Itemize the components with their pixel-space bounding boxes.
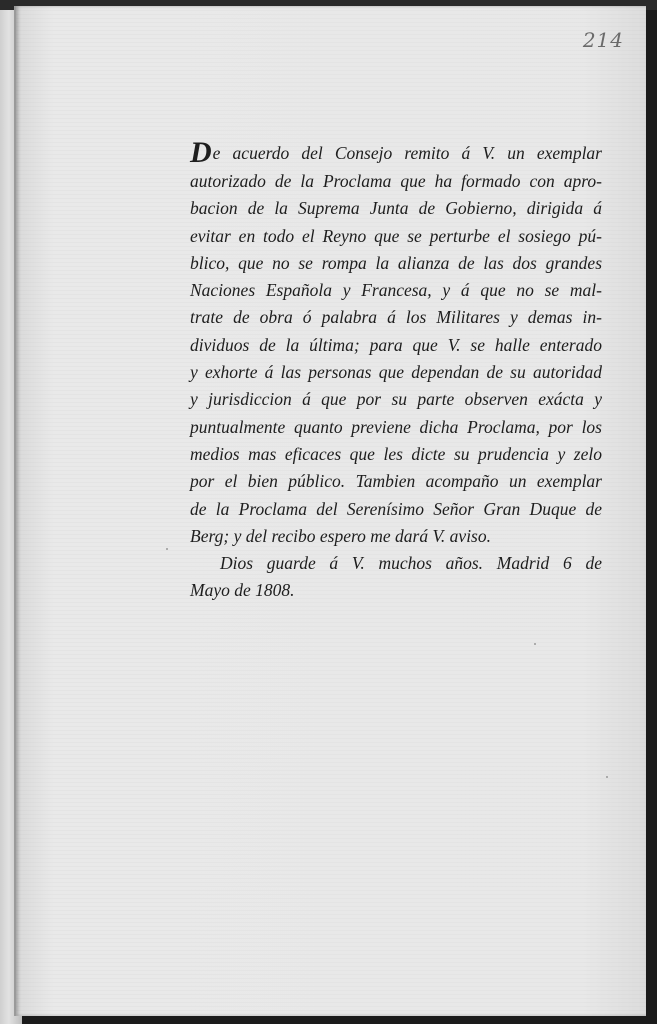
paper-speck (534, 643, 536, 645)
body-line: medios mas eficaces que les dicte su prudencia y zelo (190, 443, 602, 464)
closing-line: Dios guarde á V. muchos años. Madrid 6 de (220, 553, 602, 574)
body-line: dividuos de la última; para que V. se halle enterado (190, 334, 602, 355)
body-line: Berg; y del recibo espero me dará V. aviso. (190, 525, 491, 546)
body-line: evitar en todo el Reyno que se perturbe el sosiego pú- (190, 225, 602, 246)
body-line: de la Proclama del Serenísimo Señor Gran Duque de (190, 498, 602, 519)
body-line: y exhorte á las personas que dependan de su autoridad (190, 362, 602, 383)
closing-date-line: Mayo de 1808. (190, 580, 295, 601)
body-line: bacion de la Suprema Junta de Gobierno, dirigida á (190, 198, 602, 219)
body-line: autorizado de la Proclama que ha formado con apro- (190, 171, 602, 191)
paper-speck (606, 776, 608, 778)
body-line-text: e acuerdo del Consejo remito á V. un exemplar (212, 143, 602, 163)
body-line: Naciones Española y Francesa, y á que no se mal- (190, 280, 602, 301)
paper-speck (166, 548, 168, 550)
document-page (14, 6, 646, 1016)
drop-cap: D (190, 136, 212, 169)
body-line: trate de obra ó palabra á los Militares y demas in- (190, 307, 602, 328)
body-line: blico, que no se rompa la alianza de las dos grandes (190, 252, 602, 273)
body-line: puntualmente quanto previene dicha Proclama, por los (190, 416, 602, 437)
body-line (190, 138, 602, 168)
folio-number: 214 (582, 28, 624, 52)
body-line: y jurisdiccion á que por su parte observen exácta y (190, 389, 602, 410)
letter-body (190, 138, 602, 605)
body-line: por el bien público. Tambien acompaño un exemplar (190, 471, 602, 492)
